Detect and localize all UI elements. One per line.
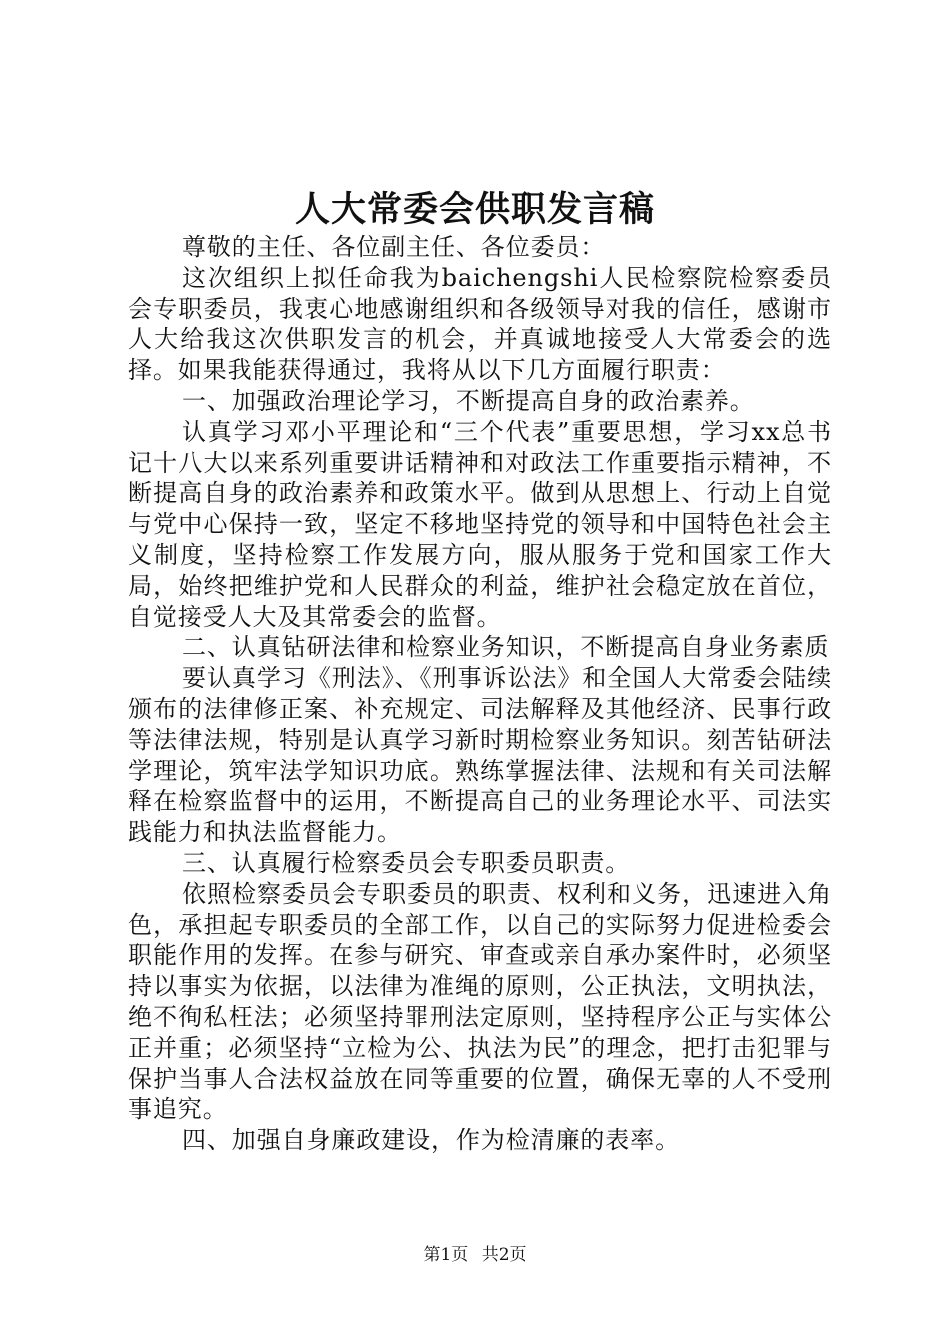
body-paragraph: 依照检察委员会专职委员的职责、权利和义务，迅速进入角色，承担起专职委员的全部工作，以自己的实际努力促进检委会职能作用的发挥。在参与研究、审查或亲自承办案件时，必须坚持以事实为依据，以法律为准绳的原则，公正执法，文明执法，绝不徇私枉法；必须坚持罪刑法定原则，坚持程序公正与实体公正并重；必须坚持“立检为公、执法为民”的理念，把打击犯罪与保护当事人合法权益放在同等重要的位置，确保无辜的人不受刑事追究。 <box>128 879 832 1124</box>
page-count: 共2页 <box>481 1245 527 1265</box>
section-heading: 二、认真钻研法律和检察业务知识，不断提高自身业务素质 <box>182 633 830 662</box>
section-heading: 一、加强政治理论学习，不断提高自身的政治素养。 <box>182 386 755 415</box>
body-paragraph: 认真学习邓小平理论和“三个代表”重要思想，学习xx总书记十八大以来系列重要讲话精神和对政法工作重要指示精神，不断提高自身的政治素养和政策水平。做到从思想上、行动上自觉与党中心保持一致，坚定不移地坚持党的领导和中国特色社会主义制度，坚持检察工作发展方向，服从服务于党和国家工作大局，始终把维护党和人民群众的利益，维护社会稳定放在首位，自觉接受人大及其常委会的监督。 <box>128 417 832 631</box>
section-heading: 四、加强自身廉政建设，作为检清廉的表率。 <box>182 1126 680 1155</box>
page-footer <box>0 1243 950 1267</box>
section-heading: 三、认真履行检察委员会专职委员职责。 <box>182 848 631 877</box>
page-number: 第1页 <box>423 1245 469 1265</box>
body-paragraph: 这次组织上拟任命我为baichengshi人民检察院检察委员会专职委员，我衷心地感谢组织和各级领导对我的信任，感谢市人大给我这次供职发言的机会，并真诚地接受人大常委会的选择。如果我能获得通过，我将从以下几方面履行职责： <box>128 263 832 385</box>
document-body <box>128 232 832 1156</box>
salutation: 尊敬的主任、各位副主任、各位委员： <box>182 233 606 261</box>
body-paragraph: 要认真学习《刑法》、《刑事诉讼法》和全国人大常委会陆续颁布的法律修正案、补充规定、司法解释及其他经济、民事行政等法律法规，特别是认真学习新时期检察业务知识。刻苦钻研法学理论，筑牢法学知识功底。熟练掌握法律、法规和有关司法解释在检察监督中的运用，不断提高自己的业务理论水平、司法实践能力和执法监督能力。 <box>128 664 832 847</box>
document-title: 人大常委会供职发言稿 <box>294 189 655 230</box>
